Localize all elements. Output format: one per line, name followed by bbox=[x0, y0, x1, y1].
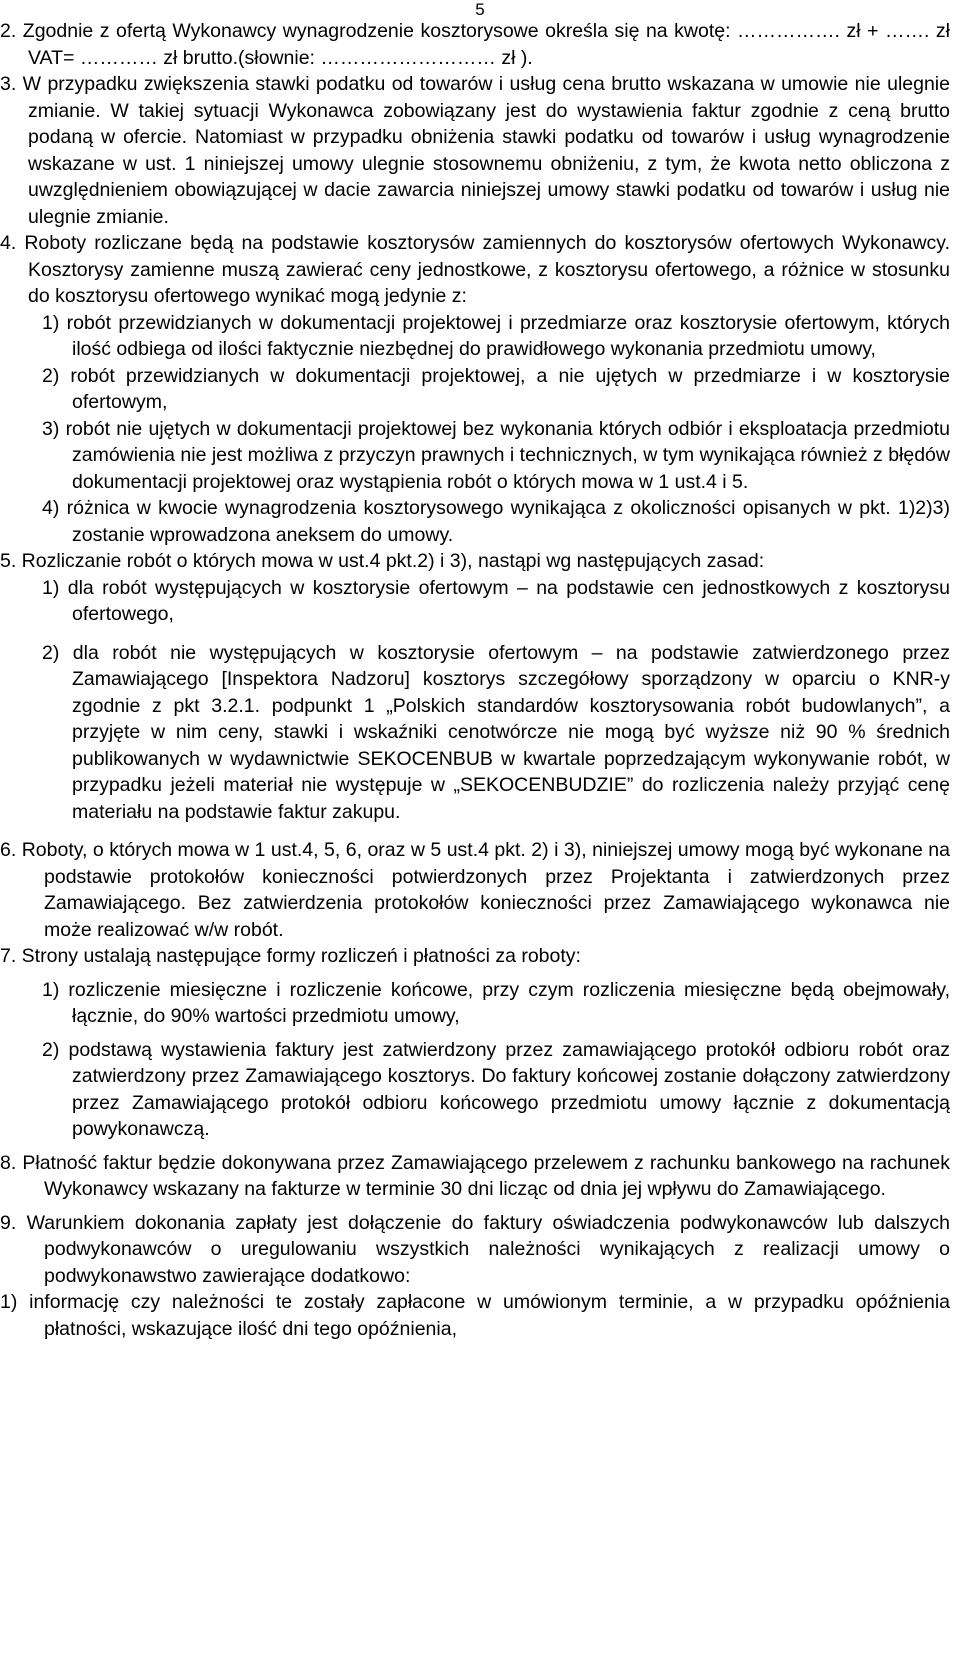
paragraph-9-item-1: 1) informację czy należności te zostały zapłacone w umówionym terminie, a w przypadku opóźnienia płatności, wskazujące ilość dni tego opóźnienia, bbox=[0, 1291, 950, 1340]
paragraph-4: 4. Roboty rozliczane będą na podstawie kosztorysów zamiennych do kosztorysów ofertowych Wykonawcy. Kosztorysy zamienne muszą zawierać ceny jednostkowe, z kosztorysu ofertowego, a różnice w stosunku do kosztorysu ofertowego wynikać mogą jedynie z: bbox=[0, 232, 950, 307]
page-number: 5 bbox=[475, 0, 485, 19]
document-body bbox=[0, 18, 950, 1342]
paragraph-4-item-2: 2) robót przewidzianych w dokumentacji projektowej, a nie ujętych w przedmiarze i w kosztorysie ofertowym, bbox=[42, 364, 950, 413]
paragraph-4-item-1: 1) robót przewidzianych w dokumentacji projektowej i przedmiarze oraz kosztorysie ofertowym, których ilość odbiega od ilości faktycznie niezbędnej do prawidłowego wykonania przedmiotu umowy, bbox=[42, 311, 950, 360]
paragraph-4-item-3: 3) robót nie ujętych w dokumentacji projektowej bez wykonania których odbiór i eksploatacja przedmiotu zamówienia nie jest możliwa z przyczyn prawnych i technicznych, w tym wynikająca również z błędów dokumentacji projektowej oraz wystąpienia robót o których mowa w 1 ust.4 i 5. bbox=[42, 417, 950, 493]
paragraph-6: 6. Roboty, o których mowa w 1 ust.4, 5, 6, oraz w 5 ust.4 pkt. 2) i 3), niniejszej umowy mogą być wykonane na podstawie protokołów konieczności potwierdzonych przez Projektanta i zatwierdzonych przez Zamawiającego. Bez zatwierdzenia protokołów konieczności przez Zamawiającego wykonawca nie może realizować w/w robót. bbox=[0, 839, 950, 941]
paragraph-4-item-4: 4) różnica w kwocie wynagrodzenia kosztorysowego wynikająca z okoliczności opisanych w pkt. 1)2)3) zostanie wprowadzona aneksem do umowy. bbox=[42, 497, 950, 546]
paragraph-8: 8. Płatność faktur będzie dokonywana przez Zamawiającego przelewem z rachunku bankowego na rachunek Wykonawcy wskazany na fakturze w terminie 30 dni licząc od dnia jej wpływu do Zamawiającego. bbox=[0, 1151, 950, 1200]
paragraph-2: 2. Zgodnie z ofertą Wykonawcy wynagrodzenie kosztorysowe określa się na kwotę: ……………. zł + ……. zł VAT= ………… zł brutto.(słownie: ……………………… zł ). bbox=[0, 20, 950, 69]
paragraph-7-item-2: 2) podstawą wystawienia faktury jest zatwierdzony przez zamawiającego protokół odbioru robót oraz zatwierdzony przez Zamawiającego kosztorys. Do faktury końcowej zostanie dołączony zatwierdzony przez Zamawiającego protokół odbioru końcowego przedmiotu umowy łącznie z dokumentacją powykonawczą. bbox=[42, 1038, 950, 1140]
paragraph-7: 7. Strony ustalają następujące formy rozliczeń i płatności za roboty: bbox=[0, 945, 581, 967]
paragraph-5: 5. Rozliczanie robót o których mowa w ust.4 pkt.2) i 3), nastąpi wg następujących zasad: bbox=[0, 550, 765, 572]
paragraph-5-item-2: 2) dla robót nie występujących w kosztorysie ofertowym – na podstawie zatwierdzonego przez Zamawiającego [Inspektora Nadzoru] kosztorys szczegółowy sporządzony w oparciu o KNR-y zgodnie z pkt 3.2.1. podpunkt 1 „Polskich standardów kosztorysowania robót budowlanych”, a przyjęte w nim ceny, stawki i wskaźniki cenotwórcze nie mogą być wyższe niż 90 % średnich publikowanych w wydawnictwie SEKOCENBUB w kwartale poprzedzającym wykonywanie robót, w przypadku jeżeli materiał nie występuje w „SEKOCENBUDZIE” do rozliczenia należy przyjąć cenę materiału na podstawie faktur zakupu. bbox=[42, 641, 950, 823]
paragraph-9: 9. Warunkiem dokonania zapłaty jest dołączenie do faktury oświadczenia podwykonawców lub dalszych podwykonawców o uregulowaniu wszystkich należności wynikających z realizacji umowy o podwykonawstwo zawierające dodatkowo: bbox=[0, 1211, 950, 1287]
paragraph-5-item-1: 1) dla robót występujących w kosztorysie ofertowym – na podstawie cen jednostkowych z kosztorysu ofertowego, bbox=[42, 576, 950, 625]
paragraph-7-item-1: 1) rozliczenie miesięczne i rozliczenie końcowe, przy czym rozliczenia miesięczne będą obejmowały, łącznie, do 90% wartości przedmiotu umowy, bbox=[42, 978, 950, 1027]
paragraph-3: 3. W przypadku zwiększenia stawki podatku od towarów i usług cena brutto wskazana w umowie nie ulegnie zmianie. W takiej sytuacji Wykonawca zobowiązany jest do wystawienia faktur zgodnie z ceną brutto podaną w ofercie. Natomiast w przypadku obniżenia stawki podatku od towarów i usług wynagrodzenie wskazane w ust. 1 niniejszej umowy ulegnie stosownemu obniżeniu, z tym, że kwota netto obliczona z uwzględnieniem obowiązującej w dacie zawarcia niniejszej umowy stawki podatku od towarów i usług nie ulegnie zmianie. bbox=[0, 73, 950, 228]
